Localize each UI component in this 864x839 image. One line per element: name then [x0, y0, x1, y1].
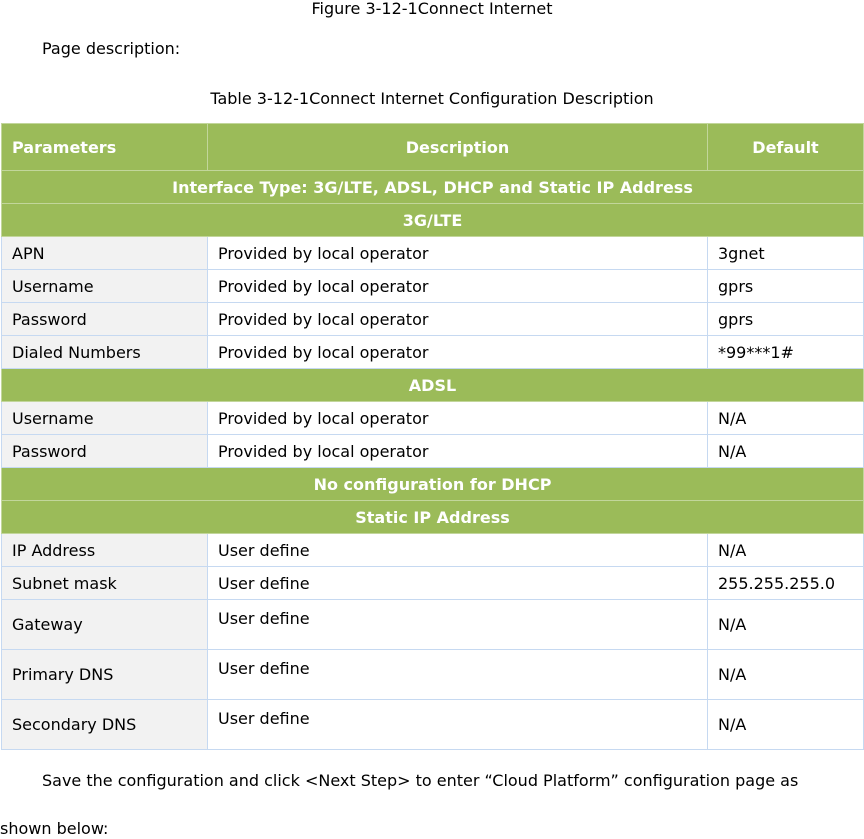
- default-cell: N/A: [708, 435, 864, 468]
- section-row-dhcp: [2, 468, 864, 501]
- default-cell: N/A: [708, 700, 864, 750]
- config-table: [1, 123, 864, 750]
- description-cell: User define: [208, 600, 708, 650]
- section-row-3g-lte: [2, 204, 864, 237]
- description-cell: User define: [208, 650, 708, 700]
- description-cell: Provided by local operator: [208, 402, 708, 435]
- interface-type-row: [2, 171, 864, 204]
- default-cell: N/A: [708, 534, 864, 567]
- figure-caption: Figure 3-12-1Connect Internet: [311, 0, 553, 18]
- interface-type-label: Interface Type: 3G/LTE, ADSL, DHCP and Static IP Address: [2, 171, 864, 204]
- footer-instruction: Save the configuration and click <Next Step> to enter “Cloud Platform” configuration page as: [42, 771, 799, 790]
- table-row: [2, 600, 864, 650]
- description-cell: Provided by local operator: [208, 435, 708, 468]
- param-cell: APN: [2, 237, 208, 270]
- section-row-static-ip: [2, 501, 864, 534]
- header-description: Description: [208, 124, 708, 171]
- description-cell: Provided by local operator: [208, 237, 708, 270]
- page-description-label: Page description:: [42, 39, 181, 58]
- table-row: [2, 303, 864, 336]
- section-row-adsl: [2, 369, 864, 402]
- table-row: [2, 650, 864, 700]
- default-cell: gprs: [708, 270, 864, 303]
- param-cell: Secondary DNS: [2, 700, 208, 750]
- description-cell: Provided by local operator: [208, 336, 708, 369]
- param-cell: Password: [2, 435, 208, 468]
- table-row: [2, 435, 864, 468]
- table-caption: Table 3-12-1Connect Internet Configuration Description: [210, 89, 654, 108]
- param-cell: Primary DNS: [2, 650, 208, 700]
- param-cell: Gateway: [2, 600, 208, 650]
- default-cell: N/A: [708, 650, 864, 700]
- default-cell: N/A: [708, 402, 864, 435]
- param-cell: Dialed Numbers: [2, 336, 208, 369]
- description-cell: User define: [208, 567, 708, 600]
- table-row: [2, 402, 864, 435]
- table-row: [2, 567, 864, 600]
- param-cell: Password: [2, 303, 208, 336]
- section-title: No configuration for DHCP: [2, 468, 864, 501]
- section-title: ADSL: [2, 369, 864, 402]
- table-header-row: [2, 124, 864, 171]
- description-cell: Provided by local operator: [208, 270, 708, 303]
- footer-instruction-continued: shown below:: [0, 819, 109, 838]
- default-cell: gprs: [708, 303, 864, 336]
- param-cell: Username: [2, 270, 208, 303]
- header-parameters: Parameters: [2, 124, 208, 171]
- table-row: [2, 237, 864, 270]
- param-cell: Username: [2, 402, 208, 435]
- header-default: Default: [708, 124, 864, 171]
- table-row: [2, 270, 864, 303]
- description-cell: Provided by local operator: [208, 303, 708, 336]
- table-row: [2, 534, 864, 567]
- table-row: [2, 336, 864, 369]
- default-cell: 3gnet: [708, 237, 864, 270]
- description-cell: User define: [208, 700, 708, 750]
- default-cell: *99***1#: [708, 336, 864, 369]
- table-row: [2, 700, 864, 750]
- section-title: Static IP Address: [2, 501, 864, 534]
- section-title: 3G/LTE: [2, 204, 864, 237]
- param-cell: IP Address: [2, 534, 208, 567]
- default-cell: 255.255.255.0: [708, 567, 864, 600]
- description-cell: User define: [208, 534, 708, 567]
- param-cell: Subnet mask: [2, 567, 208, 600]
- default-cell: N/A: [708, 600, 864, 650]
